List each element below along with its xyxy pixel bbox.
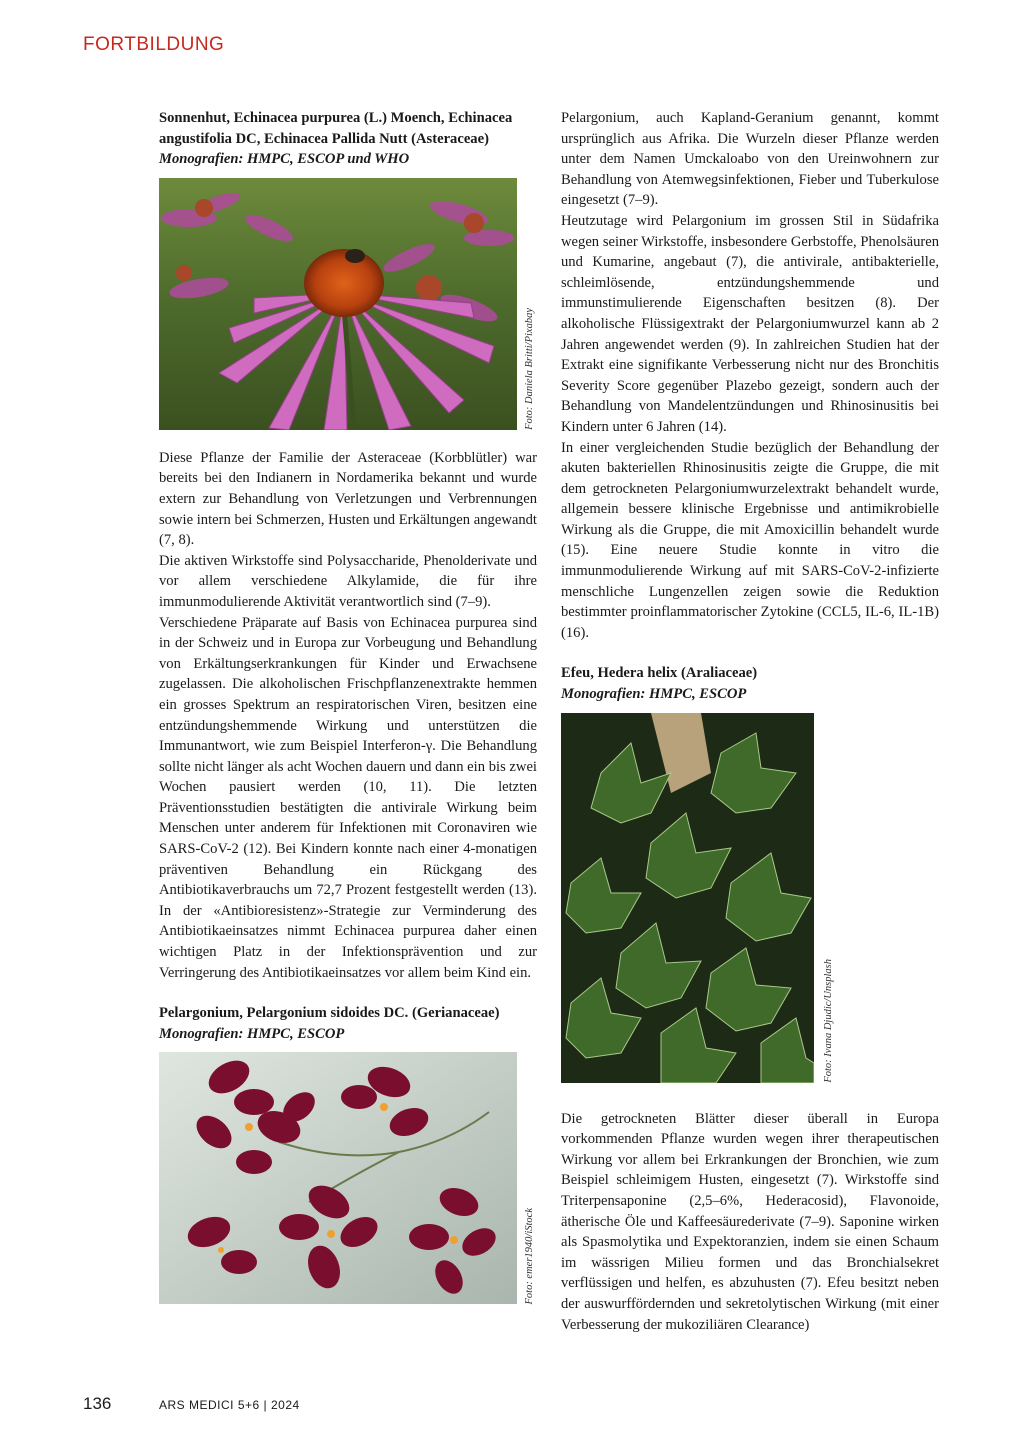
efeu-photo [561, 713, 814, 1083]
pelargonium-monografien: Monografien: HMPC, ESCOP [159, 1025, 345, 1042]
page-number: 136 [83, 1394, 112, 1413]
echinacea-paragraph: Die aktiven Wirkstoffe sind Polysaccharide, Phenolderivate und vor allem verschiedene Alkylamide, die für ihre immunmodulierende Aktivität verantwortlich sind (7–9). [159, 552, 537, 610]
echinacea-heading: Sonnenhut, Echinacea purpurea (L.) Moench, Echinacea angustifolia DC, Echinacea Pallida Nutt (Asteraceae) [159, 110, 513, 147]
efeu-photo-credit: Foto: Ivana Djudic/Unsplash [823, 958, 834, 1083]
pelargonium-paragraph: Pelargonium, auch Kapland-Geranium genannt, kommt ursprünglich aus Afrika. Die Wurzeln dieser Pflanze werden unter dem Namen Umckaloabo von den Ureinwohnern zur Behandlung von Atemwegsinfektionen, Fieber und Tuberkulose eingesetzt (7–9). [561, 110, 939, 209]
efeu-figure [561, 713, 939, 1083]
pelargonium-heading: Pelargonium, Pelargonium sidoides DC. (Gerianaceae) [159, 1005, 500, 1022]
echinacea-photo [159, 178, 517, 430]
pelargonium-photo [159, 1052, 517, 1304]
pelargonium-paragraph: Heutzutage wird Pelargonium im grossen Stil in Südafrika wegen seiner Wirkstoffe, insbesondere Gerbstoffe, Phenolsäuren und Kumarine, angebaut (7), die antivirale, antibakterielle, schleimlösende, entzündungshemmende und immunstimulierende Eigenschaften besitzen (8). Der alkoholische Flüssigextrakt der Pelargoniumwurzel kann ab 2 Jahren angewendet werden (9). In zahlreichen Studien hat der Extrakt eine signifikante Verbesserung nicht nur des Bronchitis Severity Score gegenüber Plazebo gezeigt, sondern auch der Behandlung von Mandelentzündungen und Rhinosinusitis bei Kindern unter 6 Jahren (14). [561, 212, 939, 435]
pelargonium-paragraph: In einer vergleichenden Studie bezüglich der Behandlung der akuten bakteriellen Rhinosinusitis zeigte die Gruppe, die mit dem getrockneten Pelargoniumwurzelextrakt behandelt wurde, allgemein bessere klinische Ergebnisse und antimikrobielle Wirkung als die Gruppe, die mit Amoxicillin behandelt wurde (15). Eine neuere Studie konnte in vitro die immunmodulierende Wirkung auf mit SARS-CoV-2-infizierte menschliche Lungenzellen zeigen sowie die Reduktion bestimmter proinflammatorischer Zytokine (CCL5, IL-6, IL-1B) (16). [561, 439, 939, 641]
efeu-heading: Efeu, Hedera helix (Araliaceae) [561, 665, 758, 682]
echinacea-paragraph: Diese Pflanze der Familie der Asteraceae (Korbblütler) war bereits bei den Indianern in Nordamerika bekannt und wurde extern zur Behandlung von Verletzungen und Verbrennungen sowie intern bei Schmerzen, Husten und Erkältungen angewandt (7, 8). [159, 449, 537, 549]
pelargonium-figure [159, 1052, 537, 1304]
echinacea-monografien: Monografien: HMPC, ESCOP und WHO [159, 151, 410, 168]
echinacea-figure [159, 178, 537, 430]
efeu-paragraph: Die getrockneten Blätter dieser überall in Europa vorkommenden Pflanze wurden wegen ihrer therapeutischen Wirkung vor allem bei Erkrankungen der Bronchien, wie zum Beispiel schleimigem Husten, eingesetzt (7). Wirkstoffe sind Triterpensaponine (2,5–6%, Hederacosid), Flavonoide, ätherische Öle und Kaffeesäurederivate (7–9). Saponine wirken als Spasmolytika und Expektoranzien, indem sie einen Schaum im wässrigen Milieu formen und das Bronchialsekret verflüssigen und helfen, es abzuhusten (7). Efeu besitzt neben der auswurffördernden und sekretolytischen Wirkung (mit einer Verbesserung der mukoziliären Clearance) [561, 1110, 939, 1333]
right-column [561, 108, 939, 1335]
echinacea-paragraph: Verschiedene Präparate auf Basis von Echinacea purpurea sind in der Schweiz und in Europa zur Vorbeugung und Behandlung von Erkältungserkrankungen für Kinder und Erwachsene zugelassen. Die alkoholischen Frischpflanzenextrakte hemmen ein grosses Spektrum an respiratorischen Viren, besitzen eine entzündungshemmende Wirkung und unterstützen die Immunantwort, wie zum Beispiel Interferon-γ. Die Behandlung sollte nicht länger als acht Wochen dauern und dann ein bis zwei Wochen pausiert werden (10, 11). Die letzten Präventionsstudien bestätigten die antivirale Wirkung beim Menschen unter anderem für Infektionen mit Coronaviren wie SARS-CoV-2 (12). Bei Kindern konnte nach einer 4-monatigen präventiven Behandlung ein Rückgang des Antibiotikaverbrauchs um 72,7 Prozent festgestellt werden (13). In der «Antibioresistenz»-Strategie zur Verminderung des Antibiotikaeinsatzes nimmt Echinacea purpurea daher einen wichtigen Platz in der Infektionsprävention und zur Verringerung des Antibiotikaeinsatzes vor allem beim Kind ein. [159, 614, 537, 981]
echinacea-photo-credit: Foto: Daniela Britti/Pixabay [524, 307, 535, 430]
pelargonium-photo-credit: Foto: emer1940/iStock [524, 1207, 535, 1305]
publication-info: ARS MEDICI 5+6 | 2024 [159, 1398, 300, 1412]
efeu-monografien: Monografien: HMPC, ESCOP [561, 686, 747, 703]
left-column [159, 108, 537, 1314]
section-label: FORTBILDUNG [83, 34, 225, 55]
